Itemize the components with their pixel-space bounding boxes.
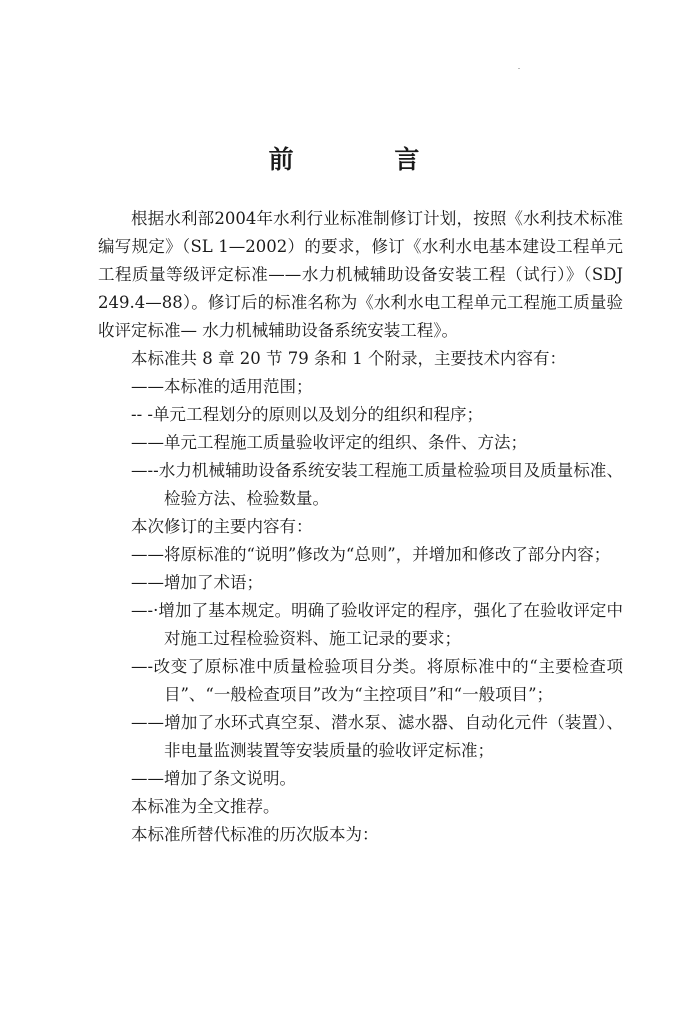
page-title: 前 言 (268, 145, 466, 174)
list-item: ——单元工程施工质量验收评定的组织、条件、方法； (131, 433, 527, 452)
list-item: ——增加了术语； (131, 573, 263, 592)
history-line: 本标准所替代标准的历次版本为： (131, 825, 379, 844)
list-item: —--水力机械辅助设备系统安装工程施工质量检验项目及质量标准、检验方法、检验数量。 (131, 461, 623, 508)
list-item: ——本标准的适用范围； (131, 377, 313, 396)
intro-paragraph: 根据水利部2004年水利行业标准制修订计划，按照《水利技术标准编写规定》（SL 1—2002）的要求，修订《水利水电基本建设工程单元工程质量等级评定标准——水力机械辅助设备安装工程（试行）》（SDJ 249.4—88）。修订后的标准名称为《水利水电工程单元工程施工质量验收评定标准— 水力机械辅助设备系统安装工程》。 (98, 209, 623, 340)
revision-summary-line: 本次修订的主要内容有： (131, 517, 313, 536)
content-summary-line: 本标准共 8 章 20 节 79 条和 1 个附录，主要技术内容有： (131, 349, 566, 368)
list-item: —-改变了原标准中质量检验项目分类。将原标准中的“主要检查项目”、“一般检查项目”改为“主控项目”和“一般项目”； (131, 657, 623, 704)
recommendation-line: 本标准为全文推荐。 (131, 797, 280, 816)
list-item: -- -单元工程划分的原则以及划分的组织和程序； (131, 405, 483, 424)
scan-speck (518, 68, 520, 69)
list-item: ——将原标准的“说明”修改为“总则”，并增加和修改了部分内容； (131, 545, 611, 564)
list-item: ——增加了条文说明。 (131, 769, 296, 788)
list-item: ——增加了水环式真空泵、潜水泵、滤水器、自动化元件（装置）、非电量监测装置等安装质量的验收评定标准； (131, 713, 623, 760)
list-item: —-·增加了基本规定。明确了验收评定的程序，强化了在验收评定中对施工过程检验资料、施工记录的要求； (131, 601, 623, 648)
document-body (98, 205, 623, 849)
